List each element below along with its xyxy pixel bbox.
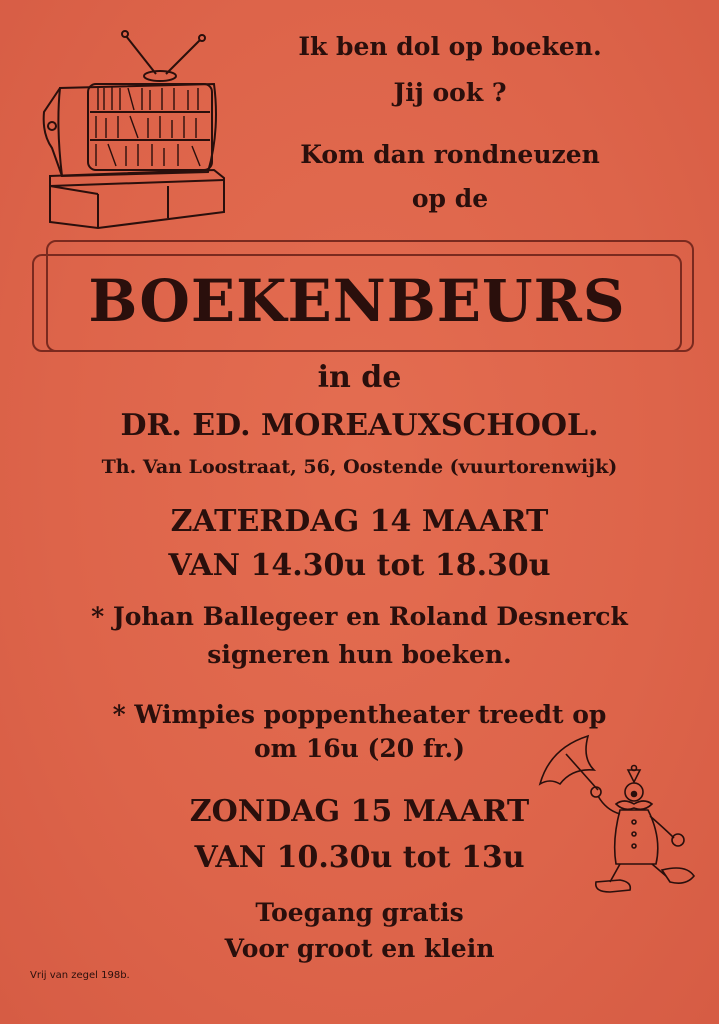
venue-prefix: in de xyxy=(317,360,402,395)
theater-line-1: * Wimpies poppentheater treedt op xyxy=(112,700,607,729)
stamp-note: Vrij van zegel 198b. xyxy=(30,970,130,981)
footer-line-2: Voor groot en klein xyxy=(224,934,495,963)
intro-line-4: op de xyxy=(411,184,489,213)
intro-line-2: Jij ook ? xyxy=(393,78,507,107)
intro-line-1: Ik ben dol op boeken. xyxy=(298,32,602,61)
signing-line-1: * Johan Ballegeer en Roland Desnerck xyxy=(91,602,628,631)
venue-school: DR. ED. MOREAUXSCHOOL. xyxy=(120,408,599,443)
intro-line-3: Kom dan rondneuzen xyxy=(300,140,600,169)
signing-line-2: signeren hun boeken. xyxy=(207,640,512,669)
saturday-date: ZATERDAG 14 MAART xyxy=(170,504,549,539)
venue-address: Th. Van Loostraat, 56, Oostende (vuurtorenwijk) xyxy=(101,456,618,478)
theater-line-2: om 16u (20 fr.) xyxy=(254,734,465,763)
footer-line-1: Toegang gratis xyxy=(255,898,464,927)
banner-title: BOEKENBEURS xyxy=(88,267,626,335)
saturday-hours: VAN 14.30u tot 18.30u xyxy=(168,548,551,583)
sunday-hours: VAN 10.30u tot 13u xyxy=(194,840,525,875)
clown-umbrella-icon xyxy=(536,730,701,900)
sunday-date: ZONDAG 15 MAART xyxy=(189,794,530,829)
